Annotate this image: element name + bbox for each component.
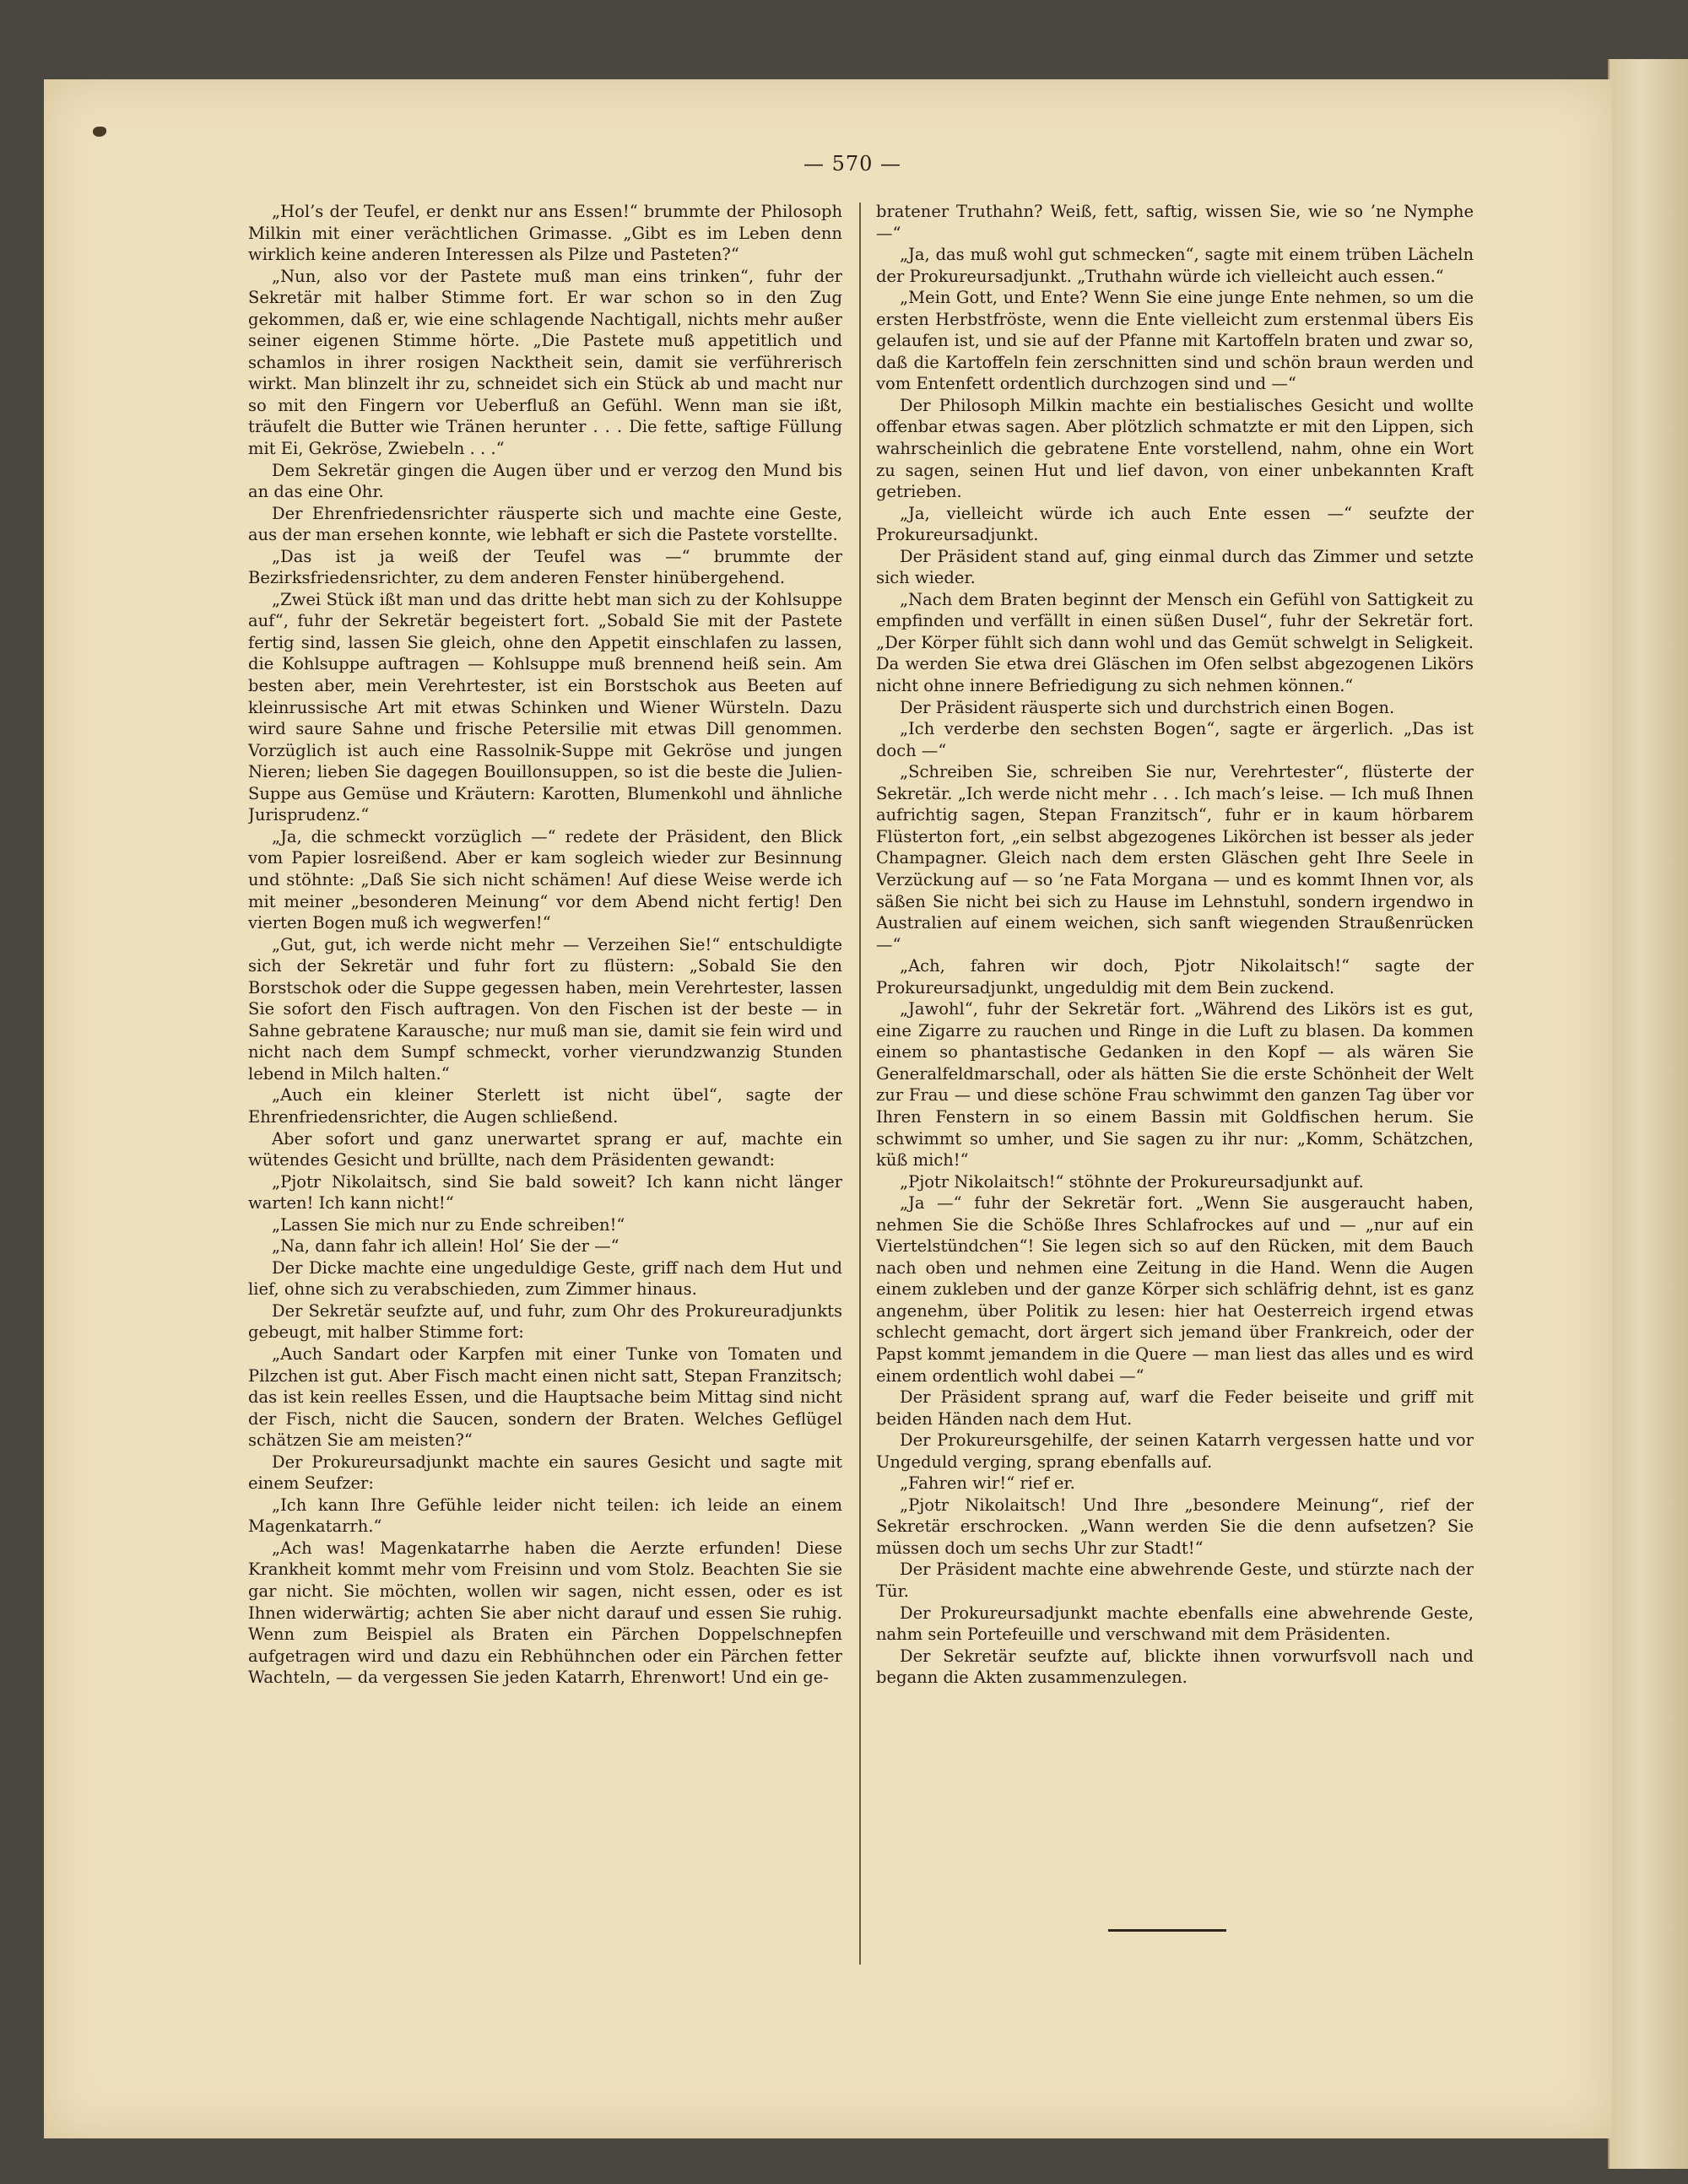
text-column-left [248,201,842,1963]
paragraph: „Ich verderbe den sechsten Bogen“, sagte er ärgerlich. „Das ist doch —“ [876,719,1474,760]
paragraph: Der Präsident stand auf, ging einmal durch das Zimmer und setzte sich wieder. [876,546,1474,588]
paragraph: „Auch ein kleiner Sterlett ist nicht übel“, sagte der Ehrenfriedensrichter, die Augen schließend. [248,1085,842,1127]
paragraph: „Nun, also vor der Pastete muß man eins trinken“, fuhr der Sekretär mit halber Stimme fort. Er war schon so in den Zug gekommen, daß er, wie eine schlagende Nachtigall, nichts mehr außer seiner eigenen Stimme hörte. „Die Pastete muß appetitlich und schamlos in ihrer rosigen Nacktheit sein, damit sie verführerisch wirkt. Man blinzelt ihr zu, schneidet sich ein Stück ab und macht nur so mit den Fingern vor Ueberfluß an Gefühl. Wenn man sie ißt, träufelt die Butter wie Tränen herunter . . . Die fette, saftige Füllung mit Ei, Gekröse, Zwiebeln . . .“ [248,266,842,459]
paragraph: „Das ist ja weiß der Teufel was —“ brummte der Bezirksfriedensrichter, zu dem anderen Fenster hinübergehend. [248,546,842,588]
end-of-story-rule [1108,1929,1226,1932]
paragraph: „Ja, die schmeckt vorzüglich —“ redete der Präsident, den Blick vom Papier losreißend. Aber er kam sogleich wieder zur Besinnung und stöhnte: „Daß Sie sich nicht schämen! Auf diese Weise werde ich mit meiner „besonderen Meinung“ vor dem Abend nicht fertig! Den vierten Bogen muß ich wegwerfen!“ [248,826,842,933]
paragraph: „Auch Sandart oder Karpfen mit einer Tunke von Tomaten und Pilzchen ist gut. Aber Fisch macht einen nicht satt, Stepan Franzitsch; das ist kein reelles Essen, und die Hauptsache beim Mittag sind nicht der Fisch, nicht die Saucen, sondern der Braten. Welches Geflügel schätzen Sie am meisten?“ [248,1343,842,1451]
paragraph: Der Dicke machte eine ungeduldige Geste, griff nach dem Hut und lief, ohne sich zu verabschieden, zum Zimmer hinaus. [248,1257,842,1300]
paragraph: „Zwei Stück ißt man und das dritte hebt man sich zu der Kohlsuppe auf“, fuhr der Sekretär begeistert fort. „Sobald Sie mit der Pastete fertig sind, lassen Sie gleich, ohne den Appetit einschlafen zu lassen, die Kohlsuppe auftragen — Kohlsuppe muß brennend heiß sein. Am besten aber, mein Verehrtester, ist ein Borstschok aus Beeten auf kleinrussische Art mit etwas Schinken und Wiener Würsteln. Dazu wird saure Sahne und frische Petersilie mit etwas Dill genommen. Vorzüglich ist auch eine Rassolnik-Suppe mit Gekröse und jungen Nieren; lieben Sie dagegen Bouillonsuppen, so ist die beste die Julien-Suppe aus Gemüse und Kräutern: Karotten, Blumenkohl und ähnliche Jurisprudenz.“ [248,589,842,825]
paragraph: „Pjotr Nikolaitsch, sind Sie bald soweit? Ich kann nicht länger warten! Ich kann nicht!“ [248,1171,842,1214]
paragraph: „Lassen Sie mich nur zu Ende schreiben!“ [272,1214,625,1235]
paragraph: „Gut, gut, ich werde nicht mehr — Verzeihen Sie!“ entschuldigte sich der Sekretär und fuhr fort zu flüstern: „Sobald Sie den Borstschok oder die Suppe gegessen haben, mein Verehrtester, lassen Sie sofort den Fisch auftragen. Von den Fischen ist der beste — in Sahne gebratene Karausche; nur muß man sie, damit sie fein wird und nicht nach dem Sumpf schmeckt, vorher vierundzwanzig Stunden lebend in Milch halten.“ [248,934,842,1084]
text-column-right [876,201,1474,1963]
paragraph: Dem Sekretär gingen die Augen über und er verzog den Mund bis an das eine Ohr. [248,460,842,502]
paragraph: Der Sekretär seufzte auf, und fuhr, zum Ohr des Prokureuradjunkts gebeugt, mit halber Stimme fort: [248,1300,842,1343]
column-divider [859,203,861,1965]
paragraph: Der Sekretär seufzte auf, blickte ihnen vorwurfsvoll nach und begann die Akten zusammenzulegen. [876,1646,1474,1688]
paragraph: Aber sofort und ganz unerwartet sprang er auf, machte ein wütendes Gesicht und brüllte, nach dem Präsidenten gewandt: [248,1128,842,1170]
paragraph: „Fahren wir!“ rief er. [900,1473,1075,1494]
paragraph: „Ich kann Ihre Gefühle leider nicht teilen: ich leide an einem Magenkatarrh.“ [248,1495,842,1537]
paragraph: „Ja, das muß wohl gut schmecken“, sagte mit einem trüben Lächeln der Prokureursadjunkt. „Truthahn würde ich vielleicht auch essen.“ [876,245,1474,286]
paragraph: „Mein Gott, und Ente? Wenn Sie eine junge Ente nehmen, so um die ersten Herbstfröste, wenn die Ente vielleicht zum erstenmal übers Eis gelaufen ist, und sie auf der Pfanne mit Kartoffeln braten und zwar so, daß die Kartoffeln fein zerschnitten sind und schön braun werden und vom Entenfett ordentlich durchzogen sind und —“ [876,288,1474,394]
paragraph: Der Präsident räusperte sich und durchstrich einen Bogen. [900,697,1395,717]
paragraph: „Nach dem Braten beginnt der Mensch ein Gefühl von Sattigkeit zu empfinden und verfällt in einen süßen Dusel“, fuhr der Sekretär fort. „Der Körper fühlt sich dann wohl und das Gemüt schwelgt in Seligkeit. Da werden Sie etwa drei Gläschen im Ofen selbst abgezogenen Likörs nicht ohne innere Befriedigung zu sich nehmen können.“ [876,589,1474,696]
paragraph: „Ach was! Magenkatarrhe haben die Aerzte erfunden! Diese Krankheit kommt mehr vom Freisinn und vom Stolz. Beachten Sie sie gar nicht. Sie möchten, wollen wir sagen, nicht essen, oder es ist Ihnen widerwärtig; achten Sie aber nicht darauf und essen Sie ruhig. Wenn zum Beispiel als Braten ein Pärchen Doppelschnepfen aufgetragen wird und dazu ein Rebhühnchen oder ein Pärchen fetter Wachteln, — da vergessen Sie jeden Katarrh, Ehrenwort! Und ein ge- [248,1538,842,1688]
paragraph: Der Prokureursadjunkt machte ebenfalls eine abwehrende Geste, nahm sein Portefeuille und verschwand mit dem Präsidenten. [876,1603,1474,1645]
paragraph: Der Prokureursgehilfe, der seinen Katarrh vergessen hatte und vor Ungeduld verging, sprang ebenfalls auf. [876,1430,1474,1472]
paragraph: „Ja —“ fuhr der Sekretär fort. „Wenn Sie ausgeraucht haben, nehmen Sie die Schöße Ihres Schlafrockes auf und — „nur auf ein Viertelstündchen“! Sie legen sich so auf den Rücken, mit dem Bauch nach oben und nehmen eine Zeitung in die Hand. Wenn die Augen einem zukleben und der ganze Körper sich schläfrig dehnt, ist es ganz angenehm, über Politik zu lesen: hier hat Oesterreich irgend etwas schlecht gemacht, dort ärgert sich jemand über Frankreich, oder der Papst kommt jemandem in die Quere — man liest das alles und es wird einem ordentlich wohl dabei —“ [876,1193,1474,1386]
page-number: — 570 — [803,152,902,176]
paragraph: Der Philosoph Milkin machte ein bestialisches Gesicht und wollte offenbar etwas sagen. Aber plötzlich schmatzte er mit den Lippen, sich wahrscheinlich die gebratene Ente vorstellend, nahm, ohne ein Wort zu sagen, seinen Hut und lief davon, von einer unbekannten Kraft getrieben. [876,395,1474,502]
paragraph: „Ach, fahren wir doch, Pjotr Nikolaitsch!“ sagte der Prokureursadjunkt, ungeduldig mit dem Bein zuckend. [876,956,1474,997]
paragraph: Der Präsident machte eine abwehrende Geste, und stürzte nach der Tür. [876,1560,1474,1601]
paragraph: „Pjotr Nikolaitsch!“ stöhnte der Prokureursadjunkt auf. [900,1171,1364,1192]
paragraph: Der Prokureursadjunkt machte ein saures Gesicht und sagte mit einem Seufzer: [248,1451,842,1494]
paragraph: „Pjotr Nikolaitsch! Und Ihre „besondere Meinung“, rief der Sekretär erschrocken. „Wann werden Sie die denn aufsetzen? Sie müssen doch um sechs Uhr zur Stadt!“ [876,1495,1474,1558]
paragraph: „Jawohl“, fuhr der Sekretär fort. „Während des Likörs ist es gut, eine Zigarre zu rauchen und Ringe in die Luft zu blasen. Da kommen einem so phantastische Gedanken in den Kopf — als wären Sie Generalfeldmarschall, oder als hätten Sie die erste Schönheit der Welt zur Frau — und diese schöne Frau schwimmt den ganzen Tag über vor Ihren Fenstern in so einem Bassin mit Goldfischen herum. Sie schwimmt so umher, und Sie sagen zu ihr nur: „Komm, Schätzchen, küß mich!“ [876,999,1474,1170]
paragraph: „Na, dann fahr ich allein! Hol’ Sie der —“ [272,1236,619,1257]
paragraph: Der Ehrenfriedensrichter räusperte sich und machte eine Geste, aus der man ersehen konnte, wie lebhaft er sich die Pastete vorstellte. [248,503,842,545]
paragraph: „Hol’s der Teufel, er denkt nur ans Essen!“ brummte der Philosoph Milkin mit einer verächtlichen Grimasse. „Gibt es im Leben denn wirklich keine anderen Interessen als Pilze und Pasteten?“ [248,202,842,265]
paragraph: Der Präsident sprang auf, warf die Feder beiseite und griff mit beiden Händen nach dem Hut. [876,1387,1474,1429]
paragraph-continuation: bratener Truthahn? Weiß, fett, saftig, wissen Sie, wie so ’ne Nymphe —“ [876,202,1474,243]
page-edge-right [1608,59,1688,2169]
paragraph: „Ja, vielleicht würde ich auch Ente essen —“ seufzte der Prokureursadjunkt. [876,503,1474,545]
paragraph: „Schreiben Sie, schreiben Sie nur, Verehrtester“, flüsterte der Sekretär. „Ich werde nicht mehr . . . Ich mach’s leise. — Ich muß Ihnen aufrichtig sagen, Stepan Franzitsch“, fuhr er in kaum hörbarem Flüsterton fort, „ein selbst abgezogenes Likörchen ist besser als jeder Champagner. Gleich nach dem ersten Gläschen geht Ihre Seele in Verzückung auf — so ’ne Fata Morgana — und es kommt Ihnen vor, als säßen Sie nicht bei sich zu Hause im Lehnstuhl, sondern irgendwo in Australien auf einem weichen, sich sanft wiegenden Straußenrücken —“ [876,762,1474,954]
